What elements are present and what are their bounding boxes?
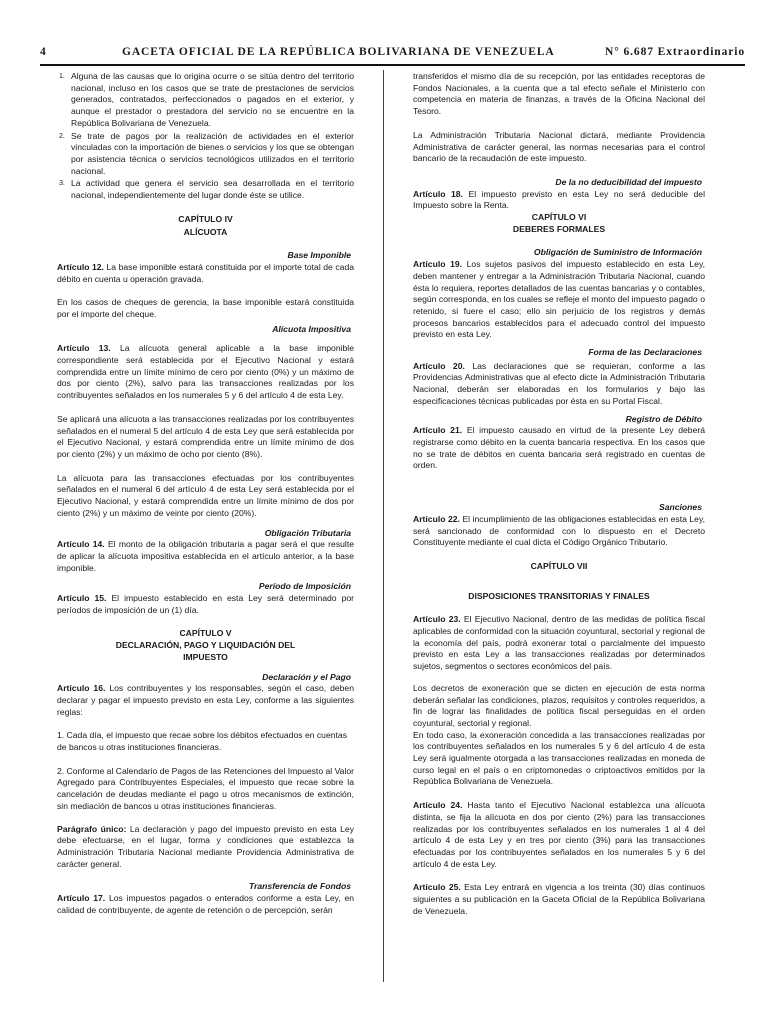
article-text: Los impuestos pagados o enterados conforme a esta Ley, en calidad de contribuyente, de agente de retención o de percepción, serán [57, 893, 354, 915]
list-item [57, 131, 354, 178]
article-label: Artículo 16. [57, 683, 106, 694]
article-23 [413, 614, 705, 673]
section-heading: Base Imponible [287, 250, 351, 261]
chapter-subheading: IMPUESTO [183, 651, 228, 662]
article-text: La base imponible estará constituida por el importe total de cada débito en cuenta u operación gravada. [57, 261, 354, 284]
chapter-subheading: DISPOSICIONES TRANSITORIAS Y FINALES [468, 590, 650, 601]
article-20 [413, 361, 705, 408]
chapter-heading: CAPÍTULO VI [531, 212, 587, 223]
paragrafo-label: Parágrafo único: [57, 823, 127, 834]
article-18 [413, 189, 705, 212]
article-24 [413, 800, 705, 870]
section-heading: Forma de las Declaraciones [588, 347, 702, 358]
list-text: La actividad que genera el servicio sea desarrollada en el territorio nacional, independientemente del lugar donde éste se utilice. [71, 178, 354, 201]
left-column [57, 70, 354, 916]
section-heading: Registro de Débito [625, 413, 702, 424]
gazette-header [40, 46, 745, 66]
chapter-heading: CAPÍTULO IV [178, 213, 233, 224]
article-label: Artículo 12. [57, 261, 104, 272]
article-25 [413, 882, 705, 917]
list-text: Alguna de las causas que lo origina ocurre o se sitúa dentro del territorio nacional, incluso en los casos que se trate de prestaciones de servicios generados, contratados, perfeccionados o pagados en el exterior, y aunque el prestador o prestadora del servicio no se encuentre en la República Bolivariana de Venezuela. [71, 71, 354, 128]
article-text: El impuesto establecido en esta Ley será determinado por períodos de imposición de un (1) día. [57, 593, 354, 615]
section-heading: De la no deducibilidad del impuesto [555, 176, 702, 187]
article-label: Artículo 15. [57, 593, 107, 604]
section-heading: Período de Imposición [258, 581, 351, 592]
paragraph: La alícuota para las transacciones efectuadas por los contribuyentes señalados en el numeral 6 del artículo 4 de esta Ley será establecida por el Ejecutivo Nacional, y estará comprendida entre un límite mínimo de dos por ciento (2%) y un máximo de veinte por ciento (20%). [57, 472, 354, 518]
article-label: Artículo 17. [57, 893, 106, 904]
article-label: Artículo 14. [57, 539, 105, 550]
paragraph: transferidos el mismo día de su recepción, por las entidades receptoras de Fondos Nacionales, a la cuenta que a tal efecto señale el Ministerio con competencia en materia de finanzas, a través de la Oficina Nacional del Tesoro. [413, 71, 705, 117]
section-heading: Declaración y el Pago [262, 671, 351, 682]
article-16 [57, 683, 354, 718]
right-column [413, 70, 705, 917]
article-14 [57, 539, 354, 574]
article-12 [57, 262, 354, 285]
section-heading: Alícuota Impositiva [272, 323, 351, 334]
rule-2: 2. Conforme al Calendario de Pagos de las Retenciones del Impuesto al Valor Agregado para Contribuyentes Especiales, el impuesto que recae sobre la cancelación de deudas mediante el pago u otros mecanismos de extinción, sin mediación de bancos u otras instituciones financieras. [57, 765, 354, 811]
chapter-subheading: DECLARACIÓN, PAGO Y LIQUIDACIÓN DEL [115, 640, 296, 651]
list-number: 2. [59, 132, 65, 140]
section-heading: Obligación de Suministro de Información [533, 247, 702, 258]
article-text: El impuesto causado en virtud de la presente Ley deberá registrarse como débito en la cuenta bancaria respectiva. En los casos que no se trate de débitos en cuenta bancaria será registrado en cuentas de orden. [413, 425, 705, 471]
list-item [57, 178, 354, 201]
chapter-heading: CAPÍTULO V [179, 628, 232, 639]
article-19 [413, 259, 705, 341]
article-text: La alícuota general aplicable a la base imponible correspondiente será establecida por el Ejecutivo Nacional y estará comprendida entre un límite mínimo de cero por ciento (0%) y un máximo de dos por ciento (2%), salvo para las transacciones realizadas por los contribuyentes señalados en los numerales 5 y 6 del artículo 4 de esta Ley. [57, 343, 354, 401]
section-heading: Transferencia de Fondos [248, 881, 351, 892]
list-text: Se trate de pagos por la realización de actividades en el exterior vinculadas con la importación de bienes o servicios y los que se obtengan por asistencia técnica o servicios tecnológicos utilizados en el territorio nacional. [71, 130, 354, 176]
chapter-subheading: DEBERES FORMALES [512, 223, 606, 234]
article-text: Los contribuyentes y los responsables, según el caso, deben declarar y pagar el impuesto previsto en esta Ley, conforme a las siguientes reglas: [57, 683, 354, 717]
article-22 [413, 514, 705, 549]
article-label: Artículo 23. [413, 614, 461, 625]
paragraph: Se aplicará una alícuota a las transacciones realizadas por los contribuyentes señalados en el numeral 5 del artículo 4 de esta Ley que será establecida por el Ejecutivo Nacional, y estará comprendida entre un límite mínimo de dos por ciento (2%) y un máximo de ocho por ciento (8%). [57, 413, 354, 459]
article-17 [57, 893, 354, 916]
section-heading: Obligación Tributaria [264, 527, 351, 538]
paragrafo-text: La declaración y pago del impuesto previsto en esta Ley debe efectuarse, en el lugar, forma y condiciones que establezca la Administración Tributaria Nacional mediante Providencia Administrativa de carácter general. [57, 823, 354, 869]
paragraph: Los decretos de exoneración que se dicten en ejecución de esta norma deberán señalar las condiciones, plazos, requisitos y controles requeridos, a fin de lograr las finalidades de política fiscal perseguidas en el orden coyuntural, sectorial y regional. [413, 682, 705, 728]
numbered-list [57, 71, 354, 202]
article-text: El Ejecutivo Nacional, dentro de las medidas de política fiscal aplicables de conformidad con la situación coyuntural, sectorial y regional de la economía del país, podrá exonerar total o parcialmente del impuesto previsto en esta Ley a las transacciones realizadas por determinados sujetos, segmentos o sectores económicos del país. [413, 614, 705, 672]
article-label: Artículo 25. [413, 882, 461, 893]
page-number: 4 [40, 46, 47, 58]
article-label: Artículo 13. [57, 343, 111, 354]
article-text: Esta Ley entrará en vigencia a los treinta (30) días continuos siguientes a su publicación en la Gaceta Oficial de la República Bolivariana de Venezuela. [413, 882, 705, 916]
article-text: Hasta tanto el Ejecutivo Nacional establezca una alícuota distinta, se fija la alícuota en dos por ciento (2%) para las transacciones realizadas por los contribuyentes señalados en los numerales 1 al 4 del artículo 4 de esta Ley y en tres por ciento (3%) para las transacciones efectuadas por los contribuyentes señalados en los numerales 5 y 6 del artículo 4 de esta Ley. [413, 800, 705, 869]
list-number: 1. [59, 73, 65, 80]
paragrafo-unico [57, 824, 354, 871]
article-15 [57, 593, 354, 616]
article-21 [413, 425, 705, 472]
article-text: El impuesto previsto en esta Ley no será deducible del Impuesto sobre la Renta. [413, 188, 705, 211]
article-label: Artículo 21. [413, 425, 463, 436]
list-number: 3. [59, 180, 65, 188]
gazette-title: GACETA OFICIAL DE LA REPÚBLICA BOLIVARIANA DE VENEZUELA [122, 46, 555, 58]
article-label: Artículo 22. [413, 513, 460, 524]
article-text: El incumplimiento de las obligaciones establecidas en esta Ley, será sancionado de conformidad con lo dispuesto en el Decreto Constituyente mediante el cual dicta el Código Orgánico Tributario. [413, 513, 706, 548]
article-text: Las declaraciones que se requieran, conforme a las Providencias Administrativas que al efecto dicte la Administración Tributaria Nacional, deberán ser elaboradas en los formularios y bajo las especificaciones técnicas publicadas por ésta en su Portal Fiscal. [413, 360, 705, 406]
paragraph: En todo caso, la exoneración concedida a las transacciones realizadas por los contribuyentes señalados en los numerales 5 y 6 del artículo 4 de esta Ley será igualmente otorgada a las transacciones realizadas en moneda de curso legal en el país o en criptomonedas o criptoactivos emitidos por la República Bolivariana de Venezuela. [413, 729, 705, 787]
rule-1: 1. Cada día, el impuesto que recae sobre los débitos efectuados en cuentas de bancos u otras instituciones financieras. [57, 730, 347, 753]
article-text: Los sujetos pasivos del impuesto establecido en esta Ley, deben mantener y entregar a la Administración Tributaria Nacional, cuando ésta lo requiera, reportes detallados de las cuentas bancarias y o contables, según corresponda, en los cuales se refleje el monto del impuesto pagado o retenido, si fuere el caso; ello sin perjuicio de los registros y demás procesos bancarios establecidos para el adecuado control del impuesto previsto en esta Ley. [413, 259, 706, 340]
chapter-subheading: ALÍCUOTA [183, 227, 228, 238]
article-label: Artículo 19. [413, 259, 463, 270]
article-label: Artículo 18. [413, 188, 463, 199]
article-text: El monto de la obligación tributaria a pagar será el que resulte de aplicar la alícuota impositiva establecida en el artículo anterior, a la base imponible. [57, 539, 354, 573]
list-item [57, 71, 354, 130]
issue-number: N° 6.687 Extraordinario [605, 46, 745, 58]
chapter-heading: CAPÍTULO VII [530, 560, 588, 571]
article-label: Artículo 20. [413, 360, 465, 371]
column-separator [383, 70, 384, 982]
section-heading: Sanciones [659, 502, 702, 513]
paragraph: La Administración Tributaria Nacional dictará, mediante Providencia Administrativa de carácter general, las normas necesarias para el control bancario de la recaudación de este impuesto. [413, 129, 705, 164]
article-label: Artículo 24. [413, 800, 463, 811]
article-13 [57, 343, 354, 402]
paragraph: En los casos de cheques de gerencia, la base imponible estará constituida por el importe del cheque. [57, 297, 354, 319]
